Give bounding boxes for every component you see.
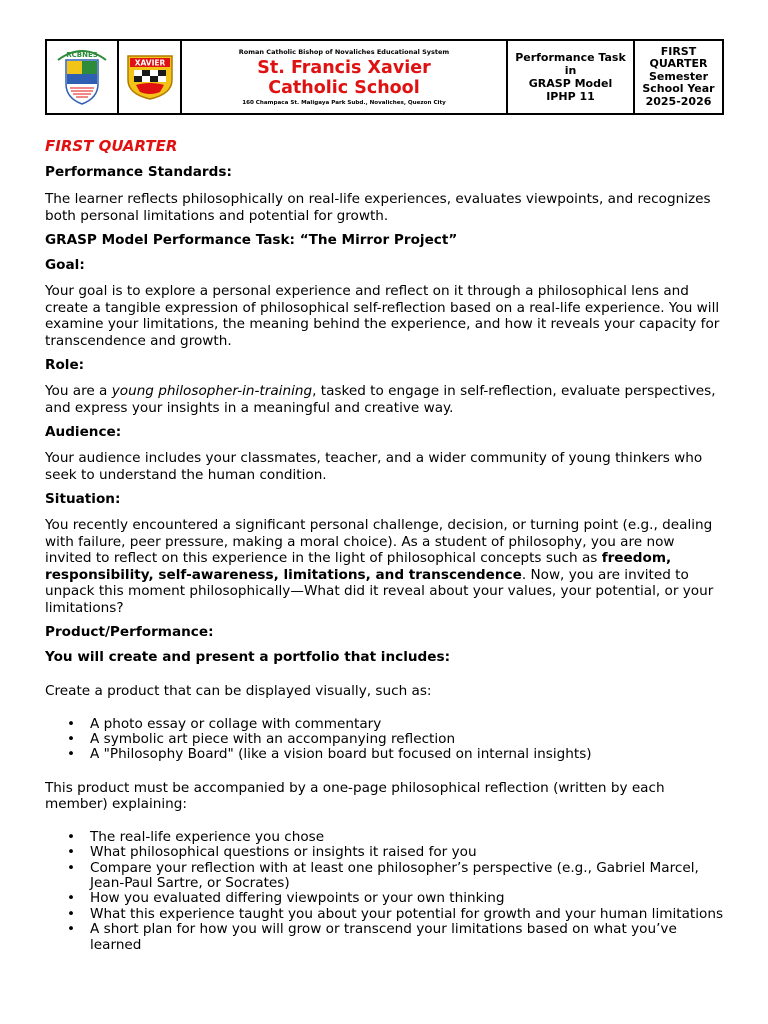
list-item: • A short plan for how you will grow or transcend your limitations based on what you’ve learned bbox=[67, 922, 725, 953]
school-name-line1: St. Francis Xavier bbox=[257, 58, 431, 78]
situation-text bbox=[45, 517, 725, 616]
rcbnes-logo-cell bbox=[47, 41, 119, 113]
goal-text: Your goal is to explore a personal experience and reflect on it through a philosophical lens and create a tangible expression of philosophical self-reflection based on a real-life experience. You will examine your limitations, the meaning behind the experience, and how it reveals your capacity for transcendence and growth. bbox=[45, 283, 720, 349]
task-line1: Performance Task in bbox=[515, 51, 626, 77]
role-emphasis: young philosopher-in-training bbox=[111, 383, 313, 399]
quarter-line2: QUARTER bbox=[649, 57, 708, 71]
xavier-shield-logo bbox=[126, 54, 174, 100]
role-text-start: You are a bbox=[45, 383, 112, 399]
list-item: • What this experience taught you about your potential for growth and your human limitations bbox=[67, 907, 725, 922]
rcbnes-logo bbox=[52, 46, 112, 108]
situation-text-start: You recently encountered a significant personal challenge, decision, or turning point (e.g., dealing with failure, peer pressure, making a moral choice). As a student of philosophy, you are now invited to reflect on this experience in the light of philosophical concepts such as bbox=[45, 517, 713, 566]
product-options-list bbox=[67, 717, 725, 763]
list-item: • A symbolic art piece with an accompanying reflection bbox=[67, 732, 725, 747]
svg-text:XAVIER: XAVIER bbox=[134, 58, 165, 68]
school-info bbox=[182, 41, 508, 113]
list-item: • The real-life experience you chose bbox=[67, 830, 725, 845]
task-info bbox=[508, 41, 635, 113]
task-line3: IPHP 11 bbox=[546, 90, 595, 103]
svg-text:RCBNES: RCBNES bbox=[66, 51, 98, 59]
document-header bbox=[45, 39, 724, 115]
situation-heading: Situation: bbox=[45, 491, 121, 507]
school-name-line2: Catholic School bbox=[268, 78, 420, 98]
reflection-text: This product must be accompanied by a one-page philosophical reflection (written by each member) explaining: bbox=[45, 779, 665, 813]
role-text-end: , tasked to engage in self-reflection, evaluate perspectives, and express your insights in a meaningful and creative way. bbox=[45, 383, 716, 416]
role-text bbox=[45, 383, 725, 416]
task-line2: GRASP Model bbox=[528, 77, 613, 90]
quarter-line4: School Year bbox=[642, 82, 715, 96]
reflection-items-list bbox=[67, 830, 725, 953]
xavier-logo-cell bbox=[119, 41, 182, 113]
school-address: 160 Champaca St. Maligaya Park Subd., Novaliches, Quezon City bbox=[242, 100, 446, 106]
school-system-name: Roman Catholic Bishop of Novaliches Educational System bbox=[238, 48, 450, 56]
performance-standards-text: The learner reflects philosophically on real-life experiences, evaluates viewpoints, and recognizes both personal limitations and potential for growth. bbox=[45, 191, 711, 224]
quarter-title: FIRST QUARTER bbox=[45, 137, 178, 155]
list-item: • Compare your reflection with at least one philosopher’s perspective (e.g., Gabriel Marcel, Jean-Paul Sartre, or Socrates) bbox=[67, 861, 725, 892]
situation-text-end: . Now, you are invited to unpack this moment philosophically—What did it reveal about your values, your potential, or your limitations? bbox=[45, 566, 714, 616]
document-body bbox=[45, 137, 725, 953]
product-heading: Product/Performance: bbox=[45, 624, 214, 640]
grasp-heading: GRASP Model Performance Task: “The Mirror Project” bbox=[45, 232, 458, 248]
performance-standards-heading: Performance Standards: bbox=[45, 164, 232, 180]
goal-heading: Goal: bbox=[45, 257, 85, 273]
quarter-line1: FIRST bbox=[660, 44, 697, 58]
quarter-line3: Semester bbox=[649, 69, 708, 83]
quarter-line5: 2025-2026 bbox=[645, 94, 712, 108]
list-item: • What philosophical questions or insights it raised for you bbox=[67, 845, 725, 860]
role-heading: Role: bbox=[45, 357, 85, 373]
situation-concepts: freedom, responsibility, self-awareness, limitations, and transcendence bbox=[45, 550, 672, 583]
audience-heading: Audience: bbox=[45, 424, 122, 440]
audience-text: Your audience includes your classmates, teacher, and a wider community of young thinkers who seek to understand the human condition. bbox=[45, 450, 703, 483]
list-item: • How you evaluated differing viewpoints or your own thinking bbox=[67, 891, 725, 906]
list-item: • A photo essay or collage with commentary bbox=[67, 717, 725, 732]
create-product-text: Create a product that can be displayed visually, such as: bbox=[45, 683, 432, 699]
list-item: • A "Philosophy Board" (like a vision board but focused on internal insights) bbox=[67, 747, 725, 762]
portfolio-heading: You will create and present a portfolio that includes: bbox=[45, 649, 451, 665]
quarter-info bbox=[635, 41, 722, 113]
